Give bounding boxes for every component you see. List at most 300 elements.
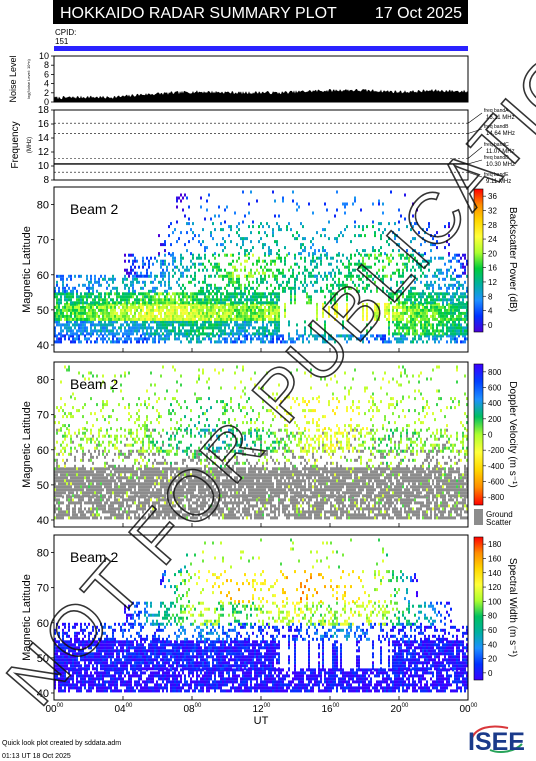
heatmap-cell: [90, 485, 92, 488]
heatmap-cell: [106, 498, 108, 501]
heatmap-cell: [326, 516, 328, 519]
heatmap-cell: [454, 278, 456, 281]
colorbar-tick-label: 32: [488, 206, 497, 216]
heatmap-cell: [234, 290, 236, 293]
heatmap-cell: [318, 507, 320, 510]
heatmap-cell: [318, 513, 320, 516]
heatmap-cell: [414, 332, 416, 335]
heatmap-cell: [62, 334, 64, 337]
heatmap-cell: [462, 284, 464, 287]
heatmap-cell: [210, 318, 212, 321]
heatmap-cell: [184, 269, 186, 272]
heatmap-cell: [194, 332, 196, 335]
heatmap-cell: [186, 337, 188, 340]
heatmap-cell: [322, 504, 324, 507]
heatmap-cell: [116, 337, 118, 340]
heatmap-cell: [252, 498, 254, 501]
heatmap-cell: [320, 510, 322, 513]
heatmap-cell: [94, 295, 96, 298]
heatmap-cell: [80, 298, 82, 301]
heatmap-cell: [388, 337, 390, 340]
heatmap-cell: [162, 326, 164, 329]
heatmap-cell: [270, 260, 272, 263]
heatmap-cell: [204, 278, 206, 281]
heatmap-cell: [106, 326, 108, 329]
heatmap-cell: [360, 513, 362, 516]
heatmap-cell: [96, 337, 98, 340]
heatmap-cell: [70, 340, 72, 343]
heatmap-cell: [146, 301, 148, 304]
heatmap-cell: [274, 513, 276, 516]
heatmap-cell: [72, 290, 74, 293]
heatmap-cell: [248, 298, 250, 301]
colorbar-tick-label: 0: [488, 320, 493, 330]
heatmap-cell: [440, 298, 442, 301]
heatmap-cell: [196, 340, 198, 343]
heatmap-cell: [432, 323, 434, 326]
heatmap-cell: [262, 513, 264, 516]
heatmap-cell: [106, 301, 108, 304]
heatmap-cell: [122, 295, 124, 298]
heatmap-cell: [104, 323, 106, 326]
heatmap-cell: [88, 309, 90, 312]
heatmap-cell: [236, 301, 238, 304]
heatmap-cell: [304, 290, 306, 293]
heatmap-cell: [294, 237, 296, 240]
heatmap-cell: [242, 510, 244, 513]
heatmap-cell: [426, 501, 428, 504]
heatmap-cell: [240, 309, 242, 312]
heatmap-cell: [296, 237, 298, 240]
heatmap-cell: [66, 507, 68, 510]
heatmap-cell: [130, 329, 132, 332]
heatmap-cell: [264, 507, 266, 510]
heatmap-cell: [290, 295, 292, 298]
heatmap-cell: [58, 337, 60, 340]
heatmap-cell: [294, 290, 296, 293]
heatmap-cell: [154, 318, 156, 321]
heatmap-cell: [216, 269, 218, 272]
heatmap-cell: [308, 501, 310, 504]
heatmap-cell: [458, 298, 460, 301]
heatmap-cell: [60, 467, 62, 470]
heatmap-cell: [458, 513, 460, 516]
heatmap-cell: [104, 309, 106, 312]
heatmap-cell: [446, 269, 448, 272]
heatmap-cell: [168, 301, 170, 304]
heatmap-cell: [252, 306, 254, 309]
heatmap-cell: [152, 287, 154, 290]
heatmap-cell: [304, 287, 306, 290]
heatmap-cell: [262, 315, 264, 318]
heatmap-cell: [230, 298, 232, 301]
heatmap-cell: [88, 303, 90, 306]
heatmap-cell: [416, 501, 418, 504]
heatmap-cell: [66, 482, 68, 485]
heatmap-cell: [162, 309, 164, 312]
heatmap-cell: [62, 306, 64, 309]
heatmap-cell: [60, 318, 62, 321]
heatmap-cell: [408, 510, 410, 513]
heatmap-cell: [246, 510, 248, 513]
heatmap-cell: [154, 298, 156, 301]
heatmap-cell: [244, 312, 246, 315]
heatmap-cell: [180, 272, 182, 275]
heatmap-cell: [132, 295, 134, 298]
heatmap-cell: [138, 329, 140, 332]
heatmap-cell: [100, 332, 102, 335]
heatmap-cell: [258, 231, 260, 234]
heatmap-cell: [236, 326, 238, 329]
heatmap-cell: [94, 301, 96, 304]
heatmap-cell: [416, 309, 418, 312]
heatmap-cell: [454, 340, 456, 343]
heatmap-cell: [104, 326, 106, 329]
heatmap-cell: [240, 290, 242, 293]
heatmap-cell: [290, 298, 292, 301]
heatmap-cell: [166, 266, 168, 269]
heatmap-cell: [124, 254, 126, 257]
heatmap-cell: [192, 298, 194, 301]
heatmap-cell: [92, 473, 94, 476]
heatmap-cell: [218, 206, 220, 209]
heatmap-cell: [238, 257, 240, 260]
heatmap-cell: [194, 292, 196, 295]
heatmap-cell: [180, 315, 182, 318]
heatmap-cell: [356, 504, 358, 507]
heatmap-cell: [426, 298, 428, 301]
heatmap-cell: [318, 510, 320, 513]
heatmap-cell: [236, 225, 238, 228]
heatmap-cell: [90, 323, 92, 326]
heatmap-cell: [220, 306, 222, 309]
heatmap-cell: [60, 292, 62, 295]
heatmap-cell: [238, 318, 240, 321]
heatmap-cell: [96, 301, 98, 304]
heatmap-cell: [172, 260, 174, 263]
heatmap-cell: [436, 303, 438, 306]
heatmap-cell: [462, 498, 464, 501]
heatmap-cell: [238, 507, 240, 510]
heatmap-cell: [298, 252, 300, 255]
heatmap-cell: [254, 510, 256, 513]
heatmap-cell: [256, 329, 258, 332]
heatmap-cell: [78, 473, 80, 476]
heatmap-cell: [58, 501, 60, 504]
heatmap-cell: [60, 473, 62, 476]
heatmap-cell: [450, 266, 452, 269]
heatmap-cell: [346, 507, 348, 510]
heatmap-cell: [60, 501, 62, 504]
heatmap-cell: [128, 272, 130, 275]
heatmap-cell: [240, 246, 242, 249]
heatmap-cell: [92, 290, 94, 293]
heatmap-cell: [202, 337, 204, 340]
heatmap-cell: [320, 501, 322, 504]
heatmap-cell: [458, 260, 460, 263]
heatmap-cell: [96, 513, 98, 516]
heatmap-cell: [282, 287, 284, 290]
heatmap-cell: [224, 337, 226, 340]
heatmap-cell: [200, 318, 202, 321]
heatmap-cell: [292, 513, 294, 516]
heatmap-cell: [124, 326, 126, 329]
heatmap-cell: [444, 510, 446, 513]
heatmap-cell: [82, 473, 84, 476]
heatmap-cell: [434, 301, 436, 304]
heatmap-cell: [202, 290, 204, 293]
heatmap-cell: [262, 269, 264, 272]
heatmap-cell: [140, 292, 142, 295]
heatmap-cell: [442, 501, 444, 504]
heatmap-cell: [232, 281, 234, 284]
heatmap-cell: [460, 295, 462, 298]
heatmap-cell: [398, 329, 400, 332]
heatmap-cell: [454, 323, 456, 326]
heatmap-cell: [250, 323, 252, 326]
heatmap-cell: [462, 326, 464, 329]
heatmap-cell: [124, 312, 126, 315]
heatmap-cell: [208, 326, 210, 329]
heatmap-cell: [288, 252, 290, 255]
heatmap-cell: [220, 315, 222, 318]
heatmap-cell: [206, 284, 208, 287]
heatmap-cell: [448, 516, 450, 519]
heatmap-cell: [230, 309, 232, 312]
heatmap-cell: [458, 326, 460, 329]
heatmap-cell: [192, 257, 194, 260]
heatmap-cell: [170, 298, 172, 301]
heatmap-cell: [174, 295, 176, 298]
heatmap-cell: [240, 340, 242, 343]
heatmap-cell: [462, 263, 464, 266]
heatmap-cell: [270, 501, 272, 504]
heatmap-cell: [250, 337, 252, 340]
heatmap-cell: [458, 254, 460, 257]
heatmap-cell: [168, 292, 170, 295]
heatmap-cell: [208, 301, 210, 304]
heatmap-cell: [250, 249, 252, 252]
heatmap-cell: [272, 495, 274, 498]
heatmap-cell: [100, 275, 102, 278]
heatmap-cell: [426, 329, 428, 332]
heatmap-cell: [288, 504, 290, 507]
heatmap-cell: [200, 197, 202, 200]
heatmap-cell: [336, 240, 338, 243]
heatmap-cell: [110, 507, 112, 510]
heatmap-cell: [372, 516, 374, 519]
colorbar-tick-label: 36: [488, 192, 497, 202]
heatmap-cell: [220, 222, 222, 225]
heatmap-cell: [202, 269, 204, 272]
heatmap-cell: [238, 252, 240, 255]
heatmap-cell: [284, 257, 286, 260]
heatmap-cell: [424, 312, 426, 315]
heatmap-cell: [182, 275, 184, 278]
heatmap-cell: [298, 510, 300, 513]
heatmap-cell: [450, 295, 452, 298]
heatmap-cell: [56, 281, 58, 284]
heatmap-cell: [220, 228, 222, 231]
heatmap-cell: [186, 197, 188, 200]
heatmap-cell: [396, 340, 398, 343]
heatmap-cell: [72, 482, 74, 485]
heatmap-cell: [80, 306, 82, 309]
heatmap-cell: [88, 491, 90, 494]
heatmap-cell: [70, 467, 72, 470]
heatmap-cell: [330, 504, 332, 507]
heatmap-cell: [250, 295, 252, 298]
heatmap-cell: [412, 315, 414, 318]
heatmap-cell: [188, 312, 190, 315]
heatmap-cell: [220, 318, 222, 321]
heatmap-cell: [232, 306, 234, 309]
heatmap-cell: [270, 340, 272, 343]
heatmap-cell: [368, 507, 370, 510]
heatmap-cell: [94, 501, 96, 504]
heatmap-cell: [234, 281, 236, 284]
heatmap-cell: [126, 504, 128, 507]
heatmap-cell: [322, 246, 324, 249]
heatmap-cell: [122, 510, 124, 513]
heatmap-cell: [428, 309, 430, 312]
heatmap-cell: [104, 312, 106, 315]
heatmap-cell: [434, 340, 436, 343]
heatmap-cell: [92, 485, 94, 488]
heatmap-cell: [196, 334, 198, 337]
heatmap-cell: [258, 516, 260, 519]
heatmap-cell: [70, 301, 72, 304]
heatmap-cell: [176, 240, 178, 243]
heatmap-cell: [92, 501, 94, 504]
heatmap-cell: [444, 332, 446, 335]
heatmap-cell: [402, 323, 404, 326]
heatmap-cell: [350, 498, 352, 501]
heatmap-cell: [456, 504, 458, 507]
heatmap-cell: [256, 278, 258, 281]
heatmap-cell: [252, 507, 254, 510]
heatmap-cell: [200, 326, 202, 329]
heatmap-cell: [88, 290, 90, 293]
heatmap-cell: [408, 507, 410, 510]
heatmap-cell: [426, 504, 428, 507]
heatmap-cell: [440, 329, 442, 332]
heatmap-cell: [324, 203, 326, 206]
heatmap-cell: [218, 309, 220, 312]
heatmap-cell: [462, 507, 464, 510]
heatmap-cell: [292, 234, 294, 237]
heatmap-cell: [272, 498, 274, 501]
heatmap-cell: [264, 340, 266, 343]
heatmap-cell: [254, 298, 256, 301]
heatmap-cell: [412, 326, 414, 329]
frequency-band-name: freq bandE: [484, 172, 509, 178]
heatmap-cell: [352, 203, 354, 206]
heatmap-cell: [414, 312, 416, 315]
heatmap-cell: [224, 329, 226, 332]
heatmap-cell: [90, 340, 92, 343]
heatmap-cell: [164, 240, 166, 243]
heatmap-cell: [290, 301, 292, 304]
heatmap-cell: [158, 318, 160, 321]
heatmap-cell: [236, 260, 238, 263]
heatmap-cell: [86, 275, 88, 278]
heatmap-cell: [56, 275, 58, 278]
heatmap-cell: [84, 470, 86, 473]
heatmap-cell: [90, 318, 92, 321]
heatmap-cell: [218, 318, 220, 321]
heatmap-cell: [252, 301, 254, 304]
heatmap-cell: [154, 340, 156, 343]
heatmap-cell: [162, 323, 164, 326]
heatmap-cell: [278, 507, 280, 510]
heatmap-cell: [62, 323, 64, 326]
heatmap-cell: [320, 275, 322, 278]
heatmap-cell: [250, 516, 252, 519]
heatmap-cell: [290, 287, 292, 290]
heatmap-cell: [450, 278, 452, 281]
heatmap-cell: [446, 275, 448, 278]
heatmap-cell: [224, 301, 226, 304]
heatmap-cell: [408, 332, 410, 335]
heatmap-cell: [420, 507, 422, 510]
heatmap-cell: [306, 501, 308, 504]
heatmap-cell: [60, 298, 62, 301]
heatmap-cell: [406, 501, 408, 504]
heatmap-cell: [182, 272, 184, 275]
heatmap-cell: [334, 513, 336, 516]
heatmap-cell: [216, 298, 218, 301]
heatmap-cell: [276, 326, 278, 329]
heatmap-cell: [456, 510, 458, 513]
heatmap-cell: [234, 306, 236, 309]
heatmap-cell: [250, 340, 252, 343]
heatmap-cell: [166, 309, 168, 312]
heatmap-cell: [92, 312, 94, 315]
heatmap-cell: [70, 491, 72, 494]
heatmap-cell: [66, 473, 68, 476]
heatmap-cell: [280, 284, 282, 287]
heatmap-cell: [354, 200, 356, 203]
heatmap-cell: [288, 498, 290, 501]
heatmap-cell: [244, 337, 246, 340]
heatmap-cell: [432, 284, 434, 287]
noise-panel: [8, 51, 468, 107]
heatmap-cell: [398, 516, 400, 519]
heatmap-cell: [270, 498, 272, 501]
heatmap-cell: [358, 507, 360, 510]
heatmap-cell: [374, 513, 376, 516]
heatmap-cell: [444, 501, 446, 504]
heatmap-cell: [198, 234, 200, 237]
heatmap-cell: [122, 281, 124, 284]
heatmap-cell: [90, 488, 92, 491]
heatmap-cell: [170, 318, 172, 321]
heatmap-cell: [110, 504, 112, 507]
heatmap-cell: [186, 266, 188, 269]
heatmap-cell: [312, 284, 314, 287]
heatmap-cell: [222, 237, 224, 240]
heatmap-cell: [252, 292, 254, 295]
heatmap-cell: [88, 281, 90, 284]
heatmap-cell: [432, 312, 434, 315]
heatmap-cell: [246, 329, 248, 332]
heatmap-cell: [228, 315, 230, 318]
heatmap-cell: [460, 301, 462, 304]
heatmap-cell: [358, 516, 360, 519]
heatmap-cell: [68, 334, 70, 337]
heatmap-cell: [98, 507, 100, 510]
